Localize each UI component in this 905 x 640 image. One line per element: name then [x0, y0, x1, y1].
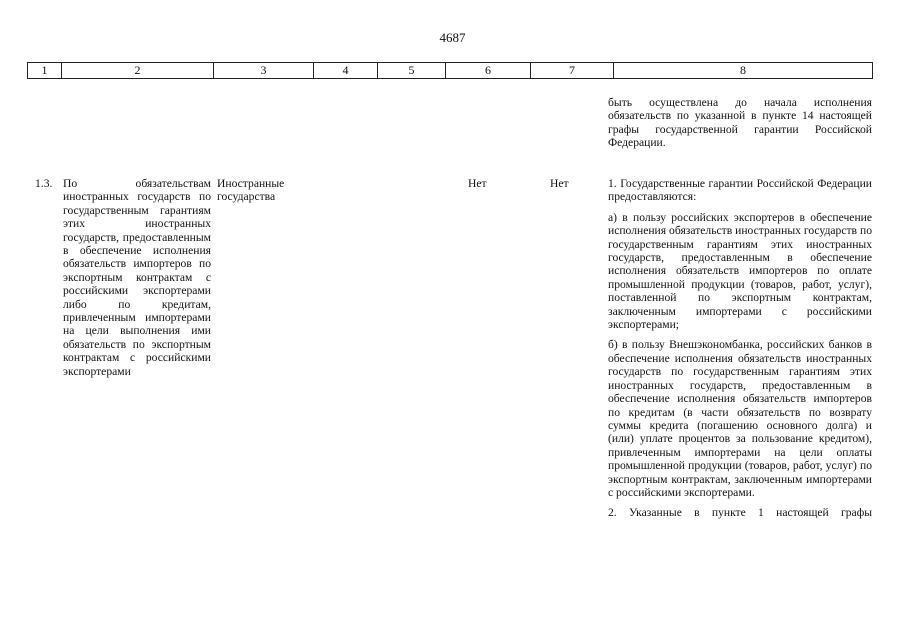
row-col6-value: Нет	[468, 177, 487, 190]
row-number: 1.3.	[35, 177, 53, 190]
continuation-text: быть осуществлена до начала исполнения обязательств по указанной в пункте 14 настоящей графы государственной гарантии Российской Федерации.	[608, 96, 872, 150]
page-number: 4687	[439, 30, 466, 45]
column-header-2: 2	[62, 63, 214, 78]
condition-paragraph-a: а) в пользу российских экспортеров в обеспечение исполнения обязательств иностранных государств по государственным гарантиям этих иностранных государств, предоставленным в обеспечение исполнения обязательств импортеров по оплате промышленной продукции (товаров, работ, услуг), поставленной по экспортным контрактам, заключенным импортерами с российскими экспортерами;	[608, 210, 872, 332]
condition-paragraph-b: б) в пользу Внешэкономбанка, российских банков в обеспечение исполнения обязательств иностранных государств по государственным гарантиям этих иностранных государств, предоставленным в обеспечение исполнения обязательств импортеров по кредитам (в части обязательств по возврату суммы кредита (погашению основного долга) и (или) уплате процентов за пользование кредитом), привлеченным импортерами на цели оплаты промышленной продукции (товаров, работ, услуг) по экспортным контрактам, заключенным импортерами с российскими экспортерами.	[608, 338, 872, 499]
column-header-3: 3	[214, 63, 314, 78]
column-header-4: 4	[314, 63, 378, 78]
row-conditions	[608, 177, 872, 527]
column-header-5: 5	[378, 63, 446, 78]
column-header-8: 8	[740, 63, 746, 77]
row-description: По обязательствам иностранных государств по государственным гарантиям этих иностранных государств, предоставленным в обеспечение исполнения обязательств импортеров по экспортным контрактам с российскими экспортерами либо по кредитам, привлеченным импортерами на цели выполнения ими обязательств по экспортным контрактам с российскими экспортерами	[63, 177, 211, 378]
condition-paragraph-1: 1. Государственные гарантии Российской Федерации предоставляются:	[608, 177, 872, 204]
column-header-6: 6	[446, 63, 531, 78]
column-header-7: 7	[531, 63, 614, 78]
table-header-row	[27, 62, 873, 79]
row-recipients: Иностранные государства	[217, 177, 285, 204]
condition-paragraph-2: 2. Указанные в пункте 1 настоящей графы	[608, 506, 872, 520]
row-col7-value: Нет	[550, 177, 569, 190]
column-header-1: 1	[28, 63, 62, 78]
